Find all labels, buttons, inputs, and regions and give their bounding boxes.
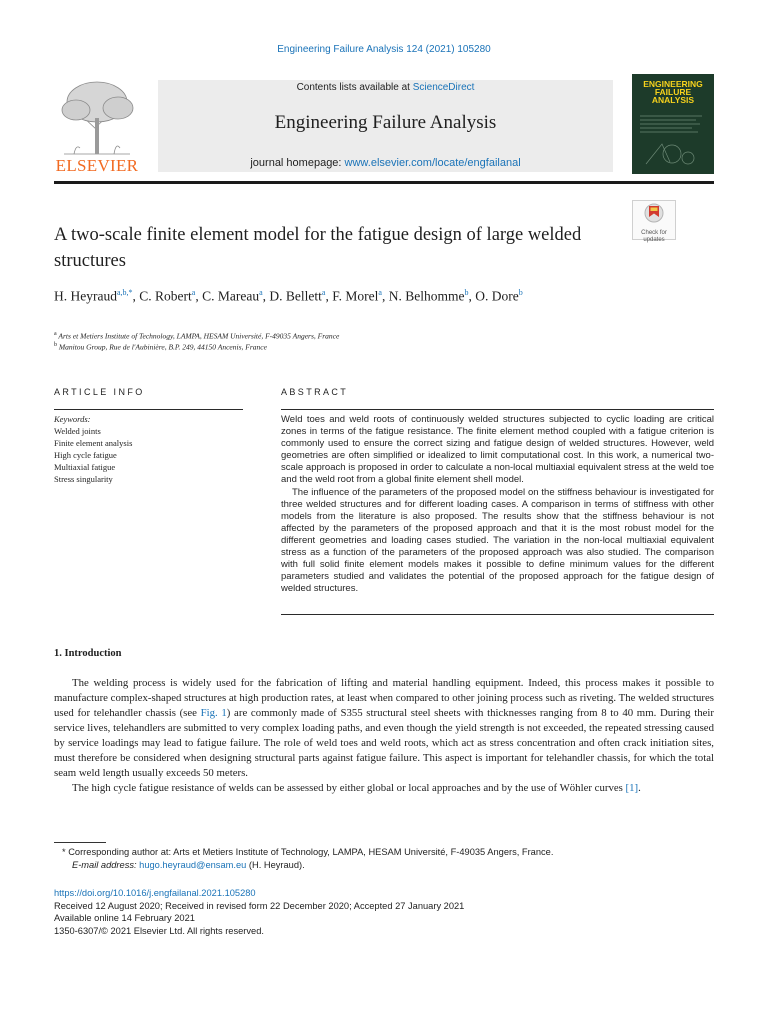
publisher-wordmark: ELSEVIER xyxy=(55,156,139,175)
paper-title: A two-scale finite element model for the fatigue design of large welded structures xyxy=(54,225,582,271)
abstract-paragraph: Weld toes and weld roots of continuously welded structures subjected to cyclic loading are critical zones in terms of the fatigue resistance. The finite element method coupled with a fatigue criterion is commonly used to ensure the correct sizing and fatigue design of welded structures. However, weld geometries are often simplified or idealized to limit computational cost. In this work, a numerical two-scale approach is proposed in order to calculate a non-local multiaxial equivalent stress at the weld toe and the weld root from a global finite element shell model. xyxy=(281,414,714,486)
author-name[interactable]: C. Robert xyxy=(139,288,192,304)
affiliation-a xyxy=(54,331,654,341)
keyword-item: Multiaxial fatigue xyxy=(54,462,116,472)
author-name[interactable]: C. Mareau xyxy=(202,288,260,304)
author-separator: , xyxy=(262,288,270,304)
author-separator: , xyxy=(325,288,333,304)
journal-title: Engineering Failure Analysis xyxy=(274,112,497,133)
cover-artwork xyxy=(632,74,714,174)
author-affiliation-mark[interactable]: a xyxy=(259,288,263,297)
abstract-heading: ABSTRACT xyxy=(281,387,349,397)
affiliation-b xyxy=(54,342,654,352)
article-info-heading: ARTICLE INFO xyxy=(54,387,145,397)
header-rule xyxy=(54,181,714,184)
author-affiliation-mark[interactable]: b xyxy=(464,288,469,297)
cover-title: ENGINEERING FAILURE ANALYSIS xyxy=(643,79,703,105)
journal-cover-image[interactable] xyxy=(632,74,714,174)
contents-line xyxy=(158,82,613,93)
author-name[interactable]: D. Bellett xyxy=(269,288,322,304)
publication-history: Received 12 August 2020; Received in revised form 22 December 2020; Accepted 27 January 2021 xyxy=(54,900,465,911)
journal-homepage-link[interactable]: www.elsevier.com/locate/engfailanal xyxy=(344,157,521,169)
article-info-rule xyxy=(54,409,243,410)
homepage-line xyxy=(158,157,613,169)
author-separator: , xyxy=(195,288,203,304)
affiliation-text: Arts et Metiers Institute of Technology, LAMPA, HESAM Université, F-49035 Angers, France xyxy=(58,331,340,341)
author-name[interactable]: H. Heyraud xyxy=(54,288,117,304)
introduction-body xyxy=(54,676,714,796)
corresponding-author-note: * Corresponding author at: Arts et Metiers Institute of Technology, LAMPA, HESAM Université, F-49035 Angers, France. xyxy=(62,847,554,857)
author-affiliation-mark[interactable]: b xyxy=(518,288,523,297)
contents-prefix: Contents lists available at xyxy=(296,82,413,93)
intro-text: The high cycle fatigue resistance of welds can be assessed by either global or local approaches and by the use of Wöhler curves xyxy=(72,782,626,794)
keyword-item: Finite element analysis xyxy=(54,438,133,448)
author-name[interactable]: F. Morel xyxy=(332,288,379,304)
author-separator: , xyxy=(381,288,389,304)
copyright: 1350-6307/© 2021 Elsevier Ltd. All rights reserved. xyxy=(54,925,264,936)
footnotes xyxy=(62,846,702,872)
intro-text: . xyxy=(638,782,641,794)
author-affiliation-mark[interactable]: a xyxy=(378,288,382,297)
reference-1-link[interactable]: [1] xyxy=(625,782,639,794)
intro-text: The welding process is widely used for the fabrication of lifting and material handling equipment. Indeed, this process makes it possible to manufacture complex-shaped structures at high production rates, at least when compared to other joining process such as riveting. The welded structures used for telehandler chassis (see xyxy=(54,677,714,719)
available-online: Available online 14 February 2021 xyxy=(54,913,195,923)
author-affiliation-mark[interactable]: a xyxy=(321,288,326,297)
intro-paragraph-2 xyxy=(54,781,714,796)
abstract-body xyxy=(281,414,714,595)
abstract-rule-bottom xyxy=(281,614,714,615)
keyword-item: Stress singularity xyxy=(54,474,113,484)
crossmark-label-1: Check for xyxy=(641,230,667,236)
intro-text: ) are commonly made of S355 structural steel sheets with thicknesses ranging from 8 to 40 mm. During their service lives, telehandlers are submitted to very complex loading paths, and even though the yield strength is not exceeded, the repeated stressing caused by service loadings may lead to fatigue failure. The role of weld toes and weld roots, which act as stress concentration and often crack initiation sites, must therefore be considered when designing structural parts against fatigue failure. This aspect is important for telehandler chassis, for which the total seam weld length usually exceeds 50 meters. xyxy=(54,707,714,779)
figure-1-link[interactable]: Fig. 1 xyxy=(200,707,227,719)
keyword-item: Welded joints xyxy=(54,426,101,436)
author-list xyxy=(54,284,614,306)
crossmark-label-2: updates xyxy=(643,236,665,243)
email-note xyxy=(62,859,702,872)
abstract-rule-top xyxy=(281,409,714,410)
abstract-paragraph: The influence of the parameters of the proposed model on the stiffness behaviour is investigated for three welded structures and for different loading cases. A comparison in terms of stiffness with other models from the literature is also proposed. The results show that the stiffness behaviour is not affected by the parameters of the proposed approach and that it is the most robust model for the different geometries and loading cases studied. The variation in the non-local multiaxial equivalent stress as a function of the parameters of the proposed approach was also studied. The comparison with full solid finite element models makes it possible to define minimum values for the different parameters studied and validates the potential of the proposed approach for the fatigue design of welded structures. xyxy=(281,486,714,595)
author-affiliation-mark[interactable]: a,b,* xyxy=(116,288,133,297)
affiliation-text: Manitou Group, Rue de l'Aubinière, B.P. 249, 44150 Ancenis, France xyxy=(58,342,267,352)
keywords-label: Keywords: xyxy=(54,414,91,424)
author-name[interactable]: N. Belhomme xyxy=(388,288,465,304)
check-for-updates-badge[interactable] xyxy=(632,200,676,243)
affiliation-mark: b xyxy=(54,342,57,348)
footnote-rule xyxy=(54,842,106,843)
email-suffix: (H. Heyraud). xyxy=(246,860,305,870)
sciencedirect-link[interactable]: ScienceDirect xyxy=(412,82,475,93)
author-separator: , xyxy=(468,288,476,304)
author-affiliation-mark[interactable]: a xyxy=(191,288,196,297)
publication-info xyxy=(54,887,714,937)
journal-citation[interactable]: Engineering Failure Analysis 124 (2021) 105280 xyxy=(277,44,491,55)
author-name[interactable]: O. Dore xyxy=(475,288,519,304)
section-heading-introduction: 1. Introduction xyxy=(54,648,122,659)
doi-link[interactable]: https://doi.org/10.1016/j.engfailanal.2021.105280 xyxy=(54,888,256,898)
email-link[interactable]: hugo.heyraud@ensam.eu xyxy=(139,860,247,870)
homepage-prefix: journal homepage: xyxy=(250,157,345,169)
intro-paragraph-1 xyxy=(54,676,714,781)
email-label: E-mail address: xyxy=(72,860,140,870)
keywords-list xyxy=(54,425,132,485)
crossmark-icon xyxy=(633,201,675,225)
keyword-item: High cycle fatigue xyxy=(54,450,117,460)
author-separator: , xyxy=(132,288,140,304)
affiliation-mark: a xyxy=(54,331,57,337)
